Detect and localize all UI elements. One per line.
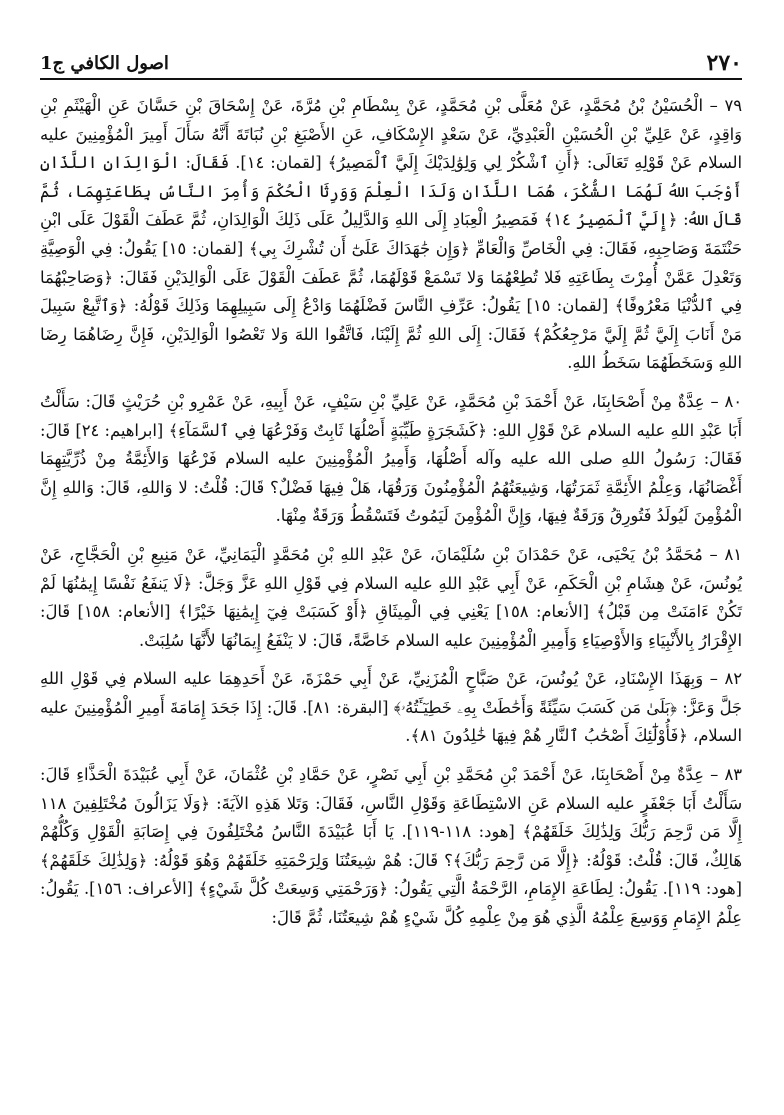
hadith-79: ٧٩ – الْحُسَيْنُ بْنُ مُحَمَّدٍ، عَنْ مُعَلَّى بْنِ مُحَمَّدٍ، عَنْ بِسْطَامِ بْنِ مُرَّةَ، عَنْ إِسْحَاقَ بْنِ حَسَّانَ عَنِ الْهَيْثَمِ بْنِ وَاقِدٍ، عَنْ عَلِيِّ بْنِ الْحُسَيْنِ الْعَبْدِيِّ، عَنْ سَعْدٍ الإِسْكَافِ، عَنِ الأَصْبَغِ بْنِ نُبَاتَةَ أَنَّهُ سَأَلَ أَمِيرَ الْمُؤْمِنِينَ عليه السلام عَنْ قَوْلِهِ تَعَالَى: ﴿أَنِ ٱشْكُرْ لِي وَلِوَٰلِدَيْكَ إِلَيَّ ٱلْمَصِيرُ﴾ [لقمان: ١٤]. فَقَالَ: الْوَالِدَانِ اللَّذَانِ أَوْجَبَ اللهُ لَهُمَا الشُّكْرَ، هُمَا اللَّذَانِ وَلَدَا الْعِلْمَ وَوَرِثَا الْحُكْمَ وَأُمِرَ النَّاسُ بِطَاعَتِهِمَا، ثُمَّ قَالَ اللهُ: ﴿إِلَيَّ ٱلْمَصِيرُ ١٤﴾ فَمَصِيرُ الْعِبَادِ إِلَى اللهِ وَالدَّلِيلُ عَلَى ذَلِكَ الْوَالِدَانِ، ثُمَّ عَطَفَ الْقَوْلَ عَلَى ابْنِ حَنْتَمَةَ وَصَاحِبِهِ، فَقَالَ: فِي الْخَاصِّ وَالْعَامِّ ﴿وَإِن جَٰهَدَاكَ عَلَىٰٓ أَن تُشْرِكَ بِي﴾ [لقمان: ١٥] يَقُولُ: فِي الْوَصِيَّةِ وَتَعْدِلَ عَمَّنْ أُمِرْتَ بِطَاعَتِهِ فَلا تُطِعْهُمَا وَلا تَسْمَعْ قَوْلَهُمَا، ثُمَّ عَطَفَ الْقَوْلَ عَلَى الْوَالِدَيْنِ فَقَالَ: ﴿وَصَاحِبْهُمَا فِي ٱلدُّنْيَا مَعْرُوفًا﴾ [لقمان: ١٥] يَقُولُ: عَرِّفِ النَّاسَ فَضْلَهُمَا وَادْعُ إِلَى سَبِيلِهِمَا وَذَلِكَ قَوْلُهُ: ﴿وَٱتَّبِعْ سَبِيلَ مَنْ أَنَابَ إِلَيَّ ثُمَّ إِلَيَّ مَرْجِعُكُمْ﴾ فَقَالَ: إِلَى اللهِ ثُمَّ إِلَيْنَا، فَاتَّقُوا اللهَ وَلا تَعْصُوا الْوَالِدَيْنِ، فَإِنَّ رِضَاهُمَا رِضَا اللهِ وَسَخَطَهُمَا سَخَطُ اللهِ. [40,96,743,373]
page-body [40,92,742,933]
book-title: اصول الكافي ج1 [40,53,169,74]
hadith-80: ٨٠ – عِدَّةٌ مِنْ أَصْحَابِنَا، عَنْ أَحْمَدَ بْنِ مُحَمَّدٍ، عَنْ عَلِيِّ بْنِ سَيْفٍ، عَنْ أَبِيهِ، عَنْ عَمْرِو بْنِ حُرَيْثٍ قَالَ: سَأَلْتُ أَبَا عَبْدِ اللهِ عليه السلام عَنْ قَوْلِ اللهِ: ﴿كَشَجَرَةٍ طَيِّبَةٍ أَصْلُهَا ثَابِتٌ وَفَرْعُهَا فِي ٱلسَّمَآءِ﴾ [ابراهيم: ٢٤] قَالَ: فَقَالَ: رَسُولُ اللهِ صلى الله عليه وآله أَصْلُهَا، وَأَمِيرُ الْمُؤْمِنِينَ عليه السلام فَرْعُهَا وَالأَئِمَّةُ مِنْ ذُرِّيَّتِهِمَا أَغْصَانُهَا، وَعِلْمُ الأَئِمَّةِ ثَمَرَتُهَا، وَشِيعَتُهُمُ الْمُؤْمِنُونَ وَرَقُهَا، هَلْ فِيهَا فَضْلٌ؟ قَالَ: قُلْتُ: لا وَاللهِ، قَالَ: وَاللهِ إِنَّ الْمُؤْمِنَ لَيُولَدُ فَتُورِقُ وَرَقَةٌ فِيهَا، وَإِنَّ الْمُؤْمِنَ لَيَمُوتُ فَتَسْقُطُ وَرَقَةٌ مِنْهَا. [40,391,742,526]
page-header [40,40,742,80]
hadith-82: ٨٢ – وَبِهَذَا الإِسْنَادِ، عَنْ يُونُسَ، عَنْ صَبَّاحٍ الْمُزَنِيِّ، عَنْ أَبِي حَمْزَةَ، عَنْ أَحَدِهِمَا عليه السلام فِي قَوْلِ اللهِ جَلَّ وَعَزَّ: ﴿بَلَىٰ مَن كَسَبَ سَيِّئَةً وَأَحَٰطَتْ بِهِۦ خَطِيٓـَٔتُهُۥ﴾ [البقرة: ٨١]. قَالَ: إِذَا جَحَدَ إِمَامَةَ أَمِيرِ الْمُؤْمِنِينَ عليه السلام، ﴿فَأُوْلَٰٓئِكَ أَصْحَٰبُ ٱلنَّارِ هُمْ فِيهَا خَٰلِدُونَ ٨١﴾. [40,669,742,746]
page-number: ٢٧٠ [706,50,742,76]
hadith-81: ٨١ – مُحَمَّدُ بْنُ يَحْيَى، عَنْ حَمْدَانَ بْنِ سُلَيْمَانَ، عَنْ عَبْدِ اللهِ بْنِ مُحَمَّدٍ الْيَمَانِيِّ، عَنْ مَنِيعِ بْنِ الْحَجَّاجِ، عَنْ يُونُسَ، عَنْ هِشَامِ بْنِ الْحَكَمِ، عَنْ أَبِي عَبْدِ اللهِ عليه السلام فِي قَوْلِ اللهِ عَزَّ وَجَلَّ: ﴿لَا يَنفَعُ نَفْسًا إِيمَٰنُهَا لَمْ تَكُنْ ءَامَنَتْ مِن قَبْلُ﴾ [الأنعام: ١٥٨] يَعْنِي فِي الْمِيثَاقِ ﴿أَوْ كَسَبَتْ فِيٓ إِيمَٰنِهَا خَيْرًا﴾ [الأنعام: ١٥٨] قَالَ: الإِقْرَارُ بِالأَنْبِيَاءِ وَالأَوْصِيَاءِ وَأَمِيرِ الْمُؤْمِنِينَ عليه السلام خَاصَّةً، قَالَ: لا يَنْفَعُ إِيمَانُهَا لأَنَّهَا سُلِبَتْ. [40,544,742,650]
hadith-83: ٨٣ – عِدَّةٌ مِنْ أَصْحَابِنَا، عَنْ أَحْمَدَ بْنِ مُحَمَّدِ بْنِ أَبِي نَصْرٍ، عَنْ حَمَّادِ بْنِ عُثْمَانَ، عَنْ أَبِي عُبَيْدَةَ الْحَذَّاءِ قَالَ: سَأَلْتُ أَبَا جَعْفَرٍ عليه السلام عَنِ الاسْتِطَاعَةِ وَقَوْلِ النَّاسِ، فَقَالَ: وَتَلا هَذِهِ الآيَةَ: ﴿وَلَا يَزَالُونَ مُخْتَلِفِينَ ١١٨ إِلَّا مَن رَّحِمَ رَبُّكَ وَلِذَٰلِكَ خَلَقَهُمْ﴾ [هود: ١١٨-١١٩]. يَا أَبَا عُبَيْدَةَ النَّاسُ مُخْتَلِفُونَ فِي إِصَابَةِ الْقَوْلِ وَكُلُّهُمْ هَالِكٌ، قَالَ: قُلْتُ: قَوْلُهُ: ﴿إِلَّا مَن رَّحِمَ رَبُّكَ﴾؟ قَالَ: هُمْ شِيعَتُنَا وَلِرَحْمَتِهِ خَلَقَهُمْ وَهُوَ قَوْلُهُ: ﴿وَلِذَٰلِكَ خَلَقَهُمْ﴾ [هود: ١١٩]. يَقُولُ: لِطَاعَةِ الإِمَامِ، الرَّحْمَةُ الَّتِي يَقُولُ: ﴿وَرَحْمَتِي وَسِعَتْ كُلَّ شَيْءٍ﴾ [الأعراف: ١٥٦]. يَقُولُ: عِلْمُ الإِمَامِ وَوَسِعَ عِلْمُهُ الَّذِي هُوَ مِنْ عِلْمِهِ كُلَّ شَيْءٍ هُمْ شِيعَتُنَا، ثُمَّ قَالَ: [40,765,742,928]
